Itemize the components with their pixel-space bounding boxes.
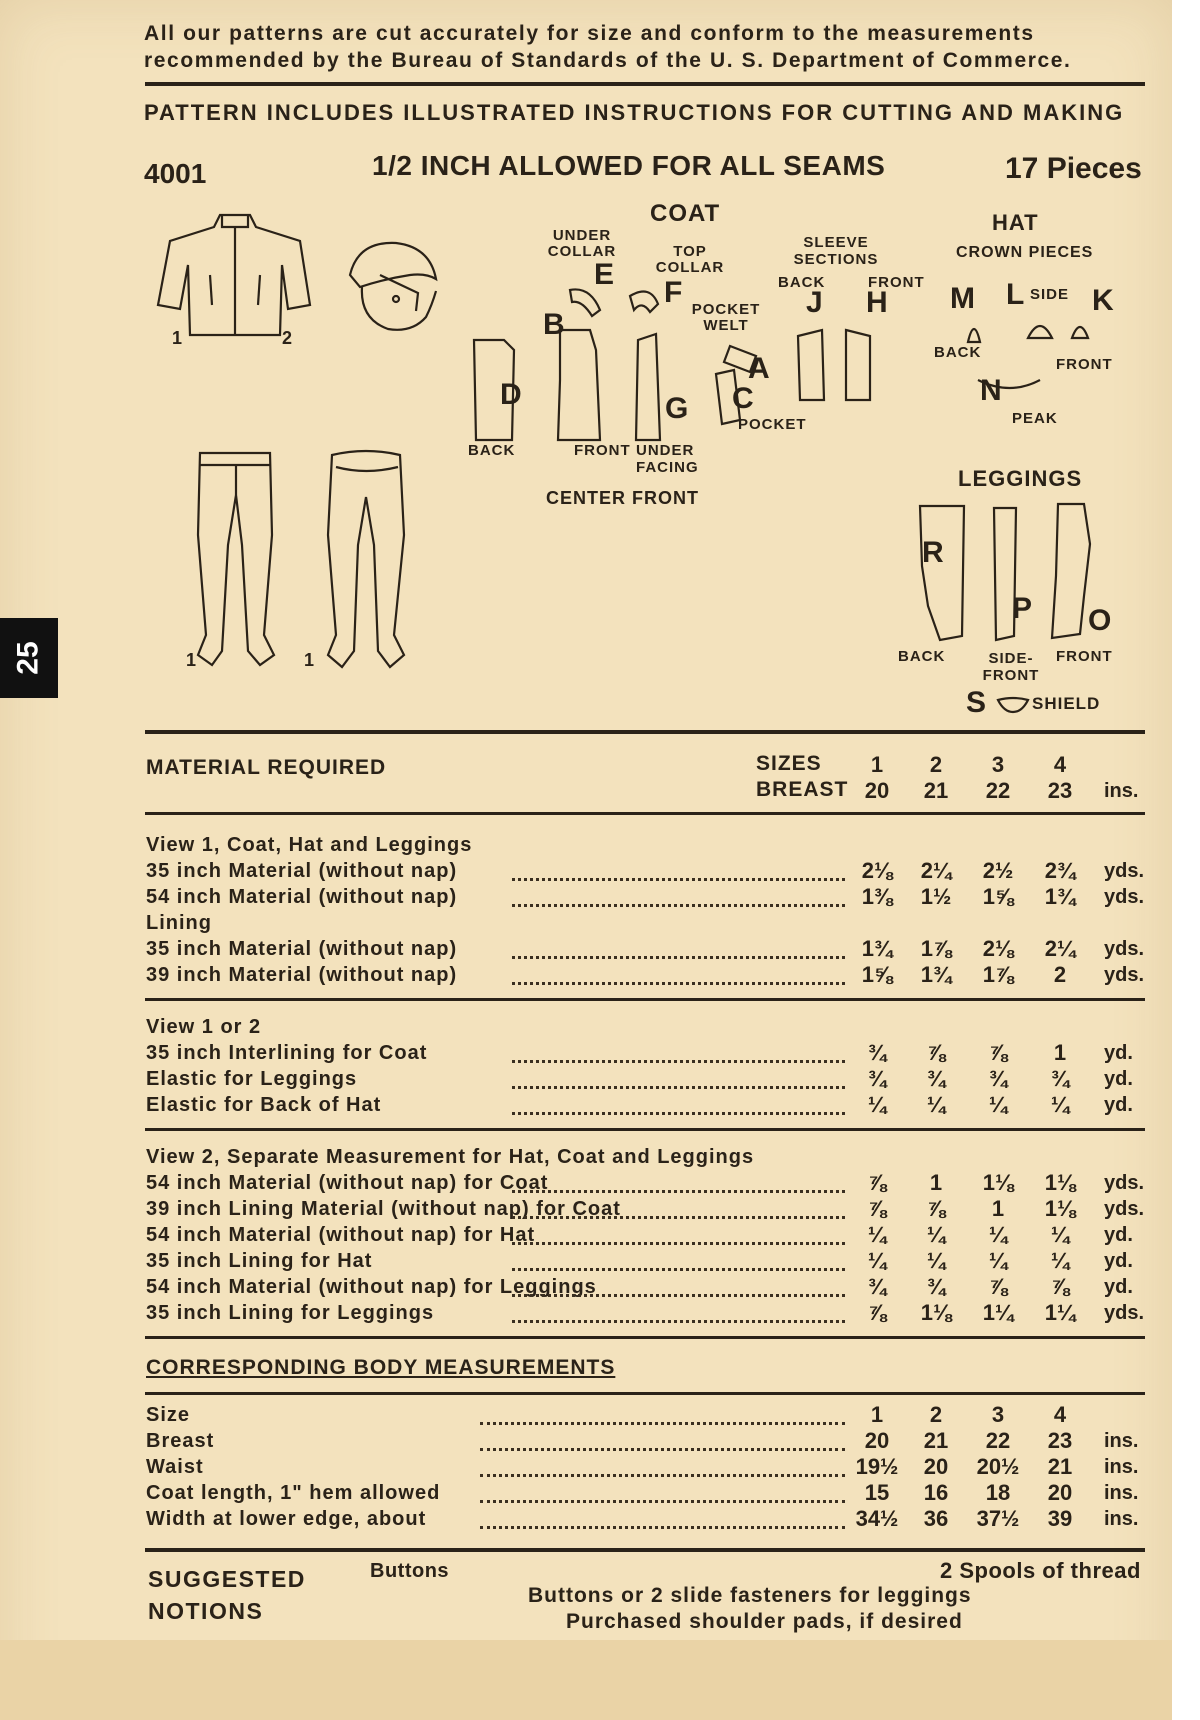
group-1-subrow-2-label: 39 inch Material (without nap) [146,964,458,986]
leggings-back-sketch [320,445,410,680]
group-3-row-2-leader [512,1216,845,1219]
body-row-1-leader [480,1422,845,1425]
size-header-3: 3 [991,752,1005,777]
group-3-heading: View 2, Separate Measurement for Hat, Coat and Leggings [146,1146,755,1168]
group-3-row-1-size-2: 1 [929,1170,943,1195]
group-3-row-4-size-3: ¼ [988,1248,1008,1273]
center-front-label: CENTER FRONT [546,488,699,508]
group-1-subrow-1-size-1: 1¾ [861,936,893,961]
body-row-1-size-4: 4 [1053,1402,1067,1427]
group-3-row-3-unit: yd. [1104,1224,1133,1246]
group-2-row-3-label: Elastic for Back of Hat [146,1094,382,1116]
crown-pieces-label: CROWN PIECES [956,244,1094,261]
hat-back-label: BACK [934,344,982,361]
breast-header-4: 23 [1047,778,1073,803]
group-1-row-1-size-1: 2⅛ [861,858,893,883]
group-1-row-1-label: 35 inch Material (without nap) [146,860,458,882]
group-3-row-1-size-4: 1⅛ [1044,1170,1076,1195]
body-row-2-size-2: 21 [923,1428,949,1453]
group-3-row-6-unit: yds. [1104,1302,1145,1324]
piece-l: L [1006,278,1025,311]
group-3-row-1-size-1: ⅞ [867,1170,887,1195]
breast-header-1: 20 [864,778,890,803]
body-row-3-size-2: 20 [923,1454,949,1479]
group-2-row-1-label: 35 inch Interlining for Coat [146,1042,428,1064]
breast-unit: ins. [1104,780,1139,802]
piece-g: G [665,392,689,425]
group-1-row-1-size-3: 2½ [982,858,1014,883]
group-2-row-2-size-3: ¾ [988,1066,1008,1091]
body-row-1-size-3: 3 [991,1402,1005,1427]
group-3-row-1-label: 54 inch Material (without nap) for Coat [146,1172,549,1194]
group-3-row-4-size-2: ¼ [926,1248,946,1273]
group-1-subheading: Lining [146,912,212,934]
piece-count: 17 Pieces [1005,152,1142,185]
group-3-row-6-leader [512,1320,845,1323]
under-collar-label: UNDER COLLAR [547,227,617,260]
envelope-flap-edge [0,1640,1172,1720]
size-tab: 25 [0,618,58,698]
hat-sketch [340,235,450,335]
group-2-row-1-size-1: ¾ [867,1040,887,1065]
body-row-5-size-1: 34½ [855,1506,899,1531]
group-1-row-2-unit: yds. [1104,886,1145,908]
body-row-3-leader [480,1474,845,1477]
group-3-row-5-unit: yd. [1104,1276,1133,1298]
group-2-row-3-size-4: ¼ [1050,1092,1070,1117]
leggings-view-1b-label: 1 [304,650,315,670]
piece-c: C [732,382,754,415]
body-row-4-label: Coat length, 1" hem allowed [146,1482,441,1504]
group-1-row-1-leader [512,878,845,881]
top-collar-label: TOP COLLAR [655,243,725,276]
pocket-welt-label: POCKET WELT [691,301,761,334]
piece-s: S [966,686,987,719]
leggings-side-front-label: SIDE-FRONT [982,650,1040,684]
piece-n: N [980,374,1002,407]
group-3-row-4-unit: yd. [1104,1250,1133,1272]
sleeve-front-label: FRONT [868,274,925,291]
breast-label: BREAST [756,778,849,801]
group-2-row-3-leader [512,1112,845,1115]
group-3-row-4-label: 35 inch Lining for Hat [146,1250,373,1272]
shield-piece-icon [996,694,1030,716]
piece-k: K [1092,284,1114,317]
body-row-5-size-2: 36 [923,1506,949,1531]
group-1-subrow-1-size-2: 1⅞ [920,936,952,961]
group-1-subrow-2-size-3: 1⅞ [982,962,1014,987]
coat-view-2-label: 2 [282,328,293,348]
body-row-3-label: Waist [146,1456,204,1478]
group-3-row-3-leader [512,1242,845,1245]
group-1-subrow-1-leader [512,956,845,959]
body-row-3-size-4: 21 [1047,1454,1073,1479]
notion-buttons: Buttons [370,1560,450,1582]
notion-thread: 2 Spools of thread [940,1558,1141,1583]
body-measurements-rule [145,1392,1145,1395]
body-row-3-size-3: 20½ [976,1454,1020,1479]
body-measurements-title: CORRESPONDING BODY MEASUREMENTS [146,1356,616,1379]
piece-d: D [500,378,522,411]
group-1-subrow-1-size-3: 2⅛ [982,936,1014,961]
shield-label: SHIELD [1032,694,1101,713]
body-row-2-leader [480,1448,845,1451]
leggings-title: LEGGINGS [958,466,1083,491]
group-2-row-2-leader [512,1086,845,1089]
material-header-rule [145,812,1145,815]
body-row-2-size-3: 22 [985,1428,1011,1453]
coat-front-label: FRONT [574,442,631,459]
group-1-row-1-unit: yds. [1104,860,1145,882]
group-3-row-4-size-1: ¼ [867,1248,887,1273]
group-2-row-1-size-2: ⅞ [926,1040,946,1065]
coat-view-1-label: 1 [172,328,183,348]
body-row-4-size-3: 18 [985,1480,1011,1505]
breast-header-3: 22 [985,778,1011,803]
group-1-subrow-2-size-4: 2 [1053,962,1067,987]
body-row-3-size-1: 19½ [855,1454,899,1479]
group-1-heading: View 1, Coat, Hat and Leggings [146,834,473,856]
notions-rule [145,1548,1145,1552]
material-title: MATERIAL REQUIRED [146,756,387,779]
group-1-subrow-1-unit: yds. [1104,938,1145,960]
piece-r: R [922,536,944,569]
group-3-row-5-size-1: ¾ [867,1274,887,1299]
group-3-row-1-unit: yds. [1104,1172,1145,1194]
group-1-row-2-size-4: 1¾ [1044,884,1076,909]
sizes-label: SIZES [756,752,822,775]
group-3-row-2-unit: yds. [1104,1198,1145,1220]
group-1-row-2-label: 54 inch Material (without nap) [146,886,458,908]
leggings-view-1-label: 1 [186,650,197,670]
group-1-row-2-leader [512,904,845,907]
header-line-1: All our patterns are cut accurately for size and conform to the measurements [144,22,1035,45]
group-2-heading: View 1 or 2 [146,1016,262,1038]
body-row-4-size-2: 16 [923,1480,949,1505]
group-3-row-5-label: 54 inch Material (without nap) for Leggings [146,1276,597,1298]
sleeve-sections-label: SLEEVE SECTIONS [793,234,879,268]
notions-title-1: SUGGESTED [148,1566,306,1592]
group-3-row-3-size-2: ¼ [926,1222,946,1247]
pocket-label: POCKET [738,416,807,433]
group-2-row-2-size-1: ¾ [867,1066,887,1091]
sleeve-back-label: BACK [778,274,826,291]
group-3-row-6-size-3: 1¼ [982,1300,1014,1325]
piece-j: J [806,286,823,319]
hat-front-label: FRONT [1056,356,1113,373]
group-1-subrow-1-label: 35 inch Material (without nap) [146,938,458,960]
group-3-row-5-size-4: ⅞ [1050,1274,1070,1299]
body-row-5-unit: ins. [1104,1508,1139,1530]
piece-m: M [950,282,975,315]
hat-side-label: SIDE [1030,286,1070,303]
body-row-5-size-4: 39 [1047,1506,1073,1531]
group-3-row-3-size-1: ¼ [867,1222,887,1247]
group-3-row-3-size-3: ¼ [988,1222,1008,1247]
group-3-row-2-size-2: ⅞ [926,1196,946,1221]
group-1-row-1-size-4: 2¾ [1044,858,1076,883]
group-2-row-2-label: Elastic for Leggings [146,1068,358,1090]
coat-back-label: BACK [468,442,516,459]
body-row-1-size-1: 1 [870,1402,884,1427]
group-3-row-1-leader [512,1190,845,1193]
group-3-row-6-label: 35 inch Lining for Leggings [146,1302,435,1324]
material-top-rule [145,730,1145,734]
group-3-row-4-size-4: ¼ [1050,1248,1070,1273]
leggings-front-sketch [190,445,280,680]
piece-h: H [866,286,888,319]
group-3-row-4-leader [512,1268,845,1271]
group-1-subrow-2-size-2: 1¾ [920,962,952,987]
body-row-2-label: Breast [146,1430,215,1452]
group-1-subrow-2-leader [512,982,845,985]
hat-title: HAT [992,210,1039,235]
size-header-4: 4 [1053,752,1067,777]
group-1-row-1-size-2: 2¼ [920,858,952,883]
body-row-2-size-4: 23 [1047,1428,1073,1453]
group-3-row-2-size-1: ⅞ [867,1196,887,1221]
group-3-row-5-size-3: ⅞ [988,1274,1008,1299]
size-header-2: 2 [929,752,943,777]
group-1-row-2-size-3: 1⅝ [982,884,1014,909]
peak-label: PEAK [1012,410,1058,427]
coat-title: COAT [650,200,721,227]
body-row-3-unit: ins. [1104,1456,1139,1478]
body-row-4-size-1: 15 [864,1480,890,1505]
group-2-row-3-size-3: ¼ [988,1092,1008,1117]
group-3-row-3-size-4: ¼ [1050,1222,1070,1247]
group-3-row-2-size-3: 1 [991,1196,1005,1221]
group-3-row-5-leader [512,1294,845,1297]
group-1-subrow-2-unit: yds. [1104,964,1145,986]
group-3-row-2-size-4: 1⅛ [1044,1196,1076,1221]
size-header-1: 1 [870,752,884,777]
group-3-row-3-label: 54 inch Material (without nap) for Hat [146,1224,536,1246]
piece-o: O [1088,604,1112,637]
group-3-rule [145,1336,1145,1339]
group-1-rule [145,998,1145,1001]
piece-e: E [594,258,615,291]
body-row-2-size-1: 20 [864,1428,890,1453]
leggings-back-label: BACK [898,648,946,665]
group-1-row-2-size-1: 1⅜ [861,884,893,909]
notion-shoulder-pads: Purchased shoulder pads, if desired [566,1610,963,1633]
group-2-row-1-size-4: 1 [1053,1040,1067,1065]
group-2-row-2-size-2: ¾ [926,1066,946,1091]
notion-fasteners: Buttons or 2 slide fasteners for leggings [528,1584,972,1607]
body-row-1-label: Size [146,1404,191,1426]
group-2-row-3-size-1: ¼ [867,1092,887,1117]
group-2-row-1-unit: yd. [1104,1042,1133,1064]
group-3-row-2-label: 39 inch Lining Material (without nap) for Coat [146,1198,621,1220]
leggings-front-label: FRONT [1056,648,1113,665]
body-row-5-label: Width at lower edge, about [146,1508,427,1530]
piece-a: A [748,352,770,385]
group-2-row-1-leader [512,1060,845,1063]
group-1-subrow-2-size-1: 1⅝ [861,962,893,987]
body-row-2-unit: ins. [1104,1430,1139,1452]
piece-b: B [543,308,565,341]
group-3-row-1-size-3: 1⅛ [982,1170,1014,1195]
notions-title-2: NOTIONS [148,1598,264,1624]
group-2-row-2-size-4: ¾ [1050,1066,1070,1091]
group-2-row-2-unit: yd. [1104,1068,1133,1090]
header-line-2: recommended by the Bureau of Standards of the U. S. Department of Commerce. [144,49,1072,72]
pattern-number: 4001 [144,158,207,189]
group-2-row-1-size-3: ⅞ [988,1040,1008,1065]
group-1-subrow-1-size-4: 2¼ [1044,936,1076,961]
body-row-5-size-3: 37½ [976,1506,1020,1531]
group-3-row-6-size-2: 1⅛ [920,1300,952,1325]
group-3-row-6-size-1: ⅞ [867,1300,887,1325]
group-3-row-5-size-2: ¾ [926,1274,946,1299]
body-row-4-size-4: 20 [1047,1480,1073,1505]
body-row-4-unit: ins. [1104,1482,1139,1504]
pattern-includes: PATTERN INCLUDES ILLUSTRATED INSTRUCTIONS FOR CUTTING AND MAKING [144,100,1125,125]
seam-allowance: 1/2 INCH ALLOWED FOR ALL SEAMS [372,150,886,181]
group-2-row-3-unit: yd. [1104,1094,1133,1116]
group-2-row-3-size-2: ¼ [926,1092,946,1117]
breast-header-2: 21 [923,778,949,803]
piece-f: F [664,276,683,309]
under-facing-label: UNDER FACING [636,442,699,476]
body-row-5-leader [480,1526,845,1529]
header-rule [145,82,1145,86]
body-row-4-leader [480,1500,845,1503]
group-1-row-2-size-2: 1½ [920,884,952,909]
piece-p: P [1012,592,1033,625]
group-2-rule [145,1128,1145,1131]
group-3-row-6-size-4: 1¼ [1044,1300,1076,1325]
body-row-1-size-2: 2 [929,1402,943,1427]
coat-pieces-diagram [460,260,930,460]
